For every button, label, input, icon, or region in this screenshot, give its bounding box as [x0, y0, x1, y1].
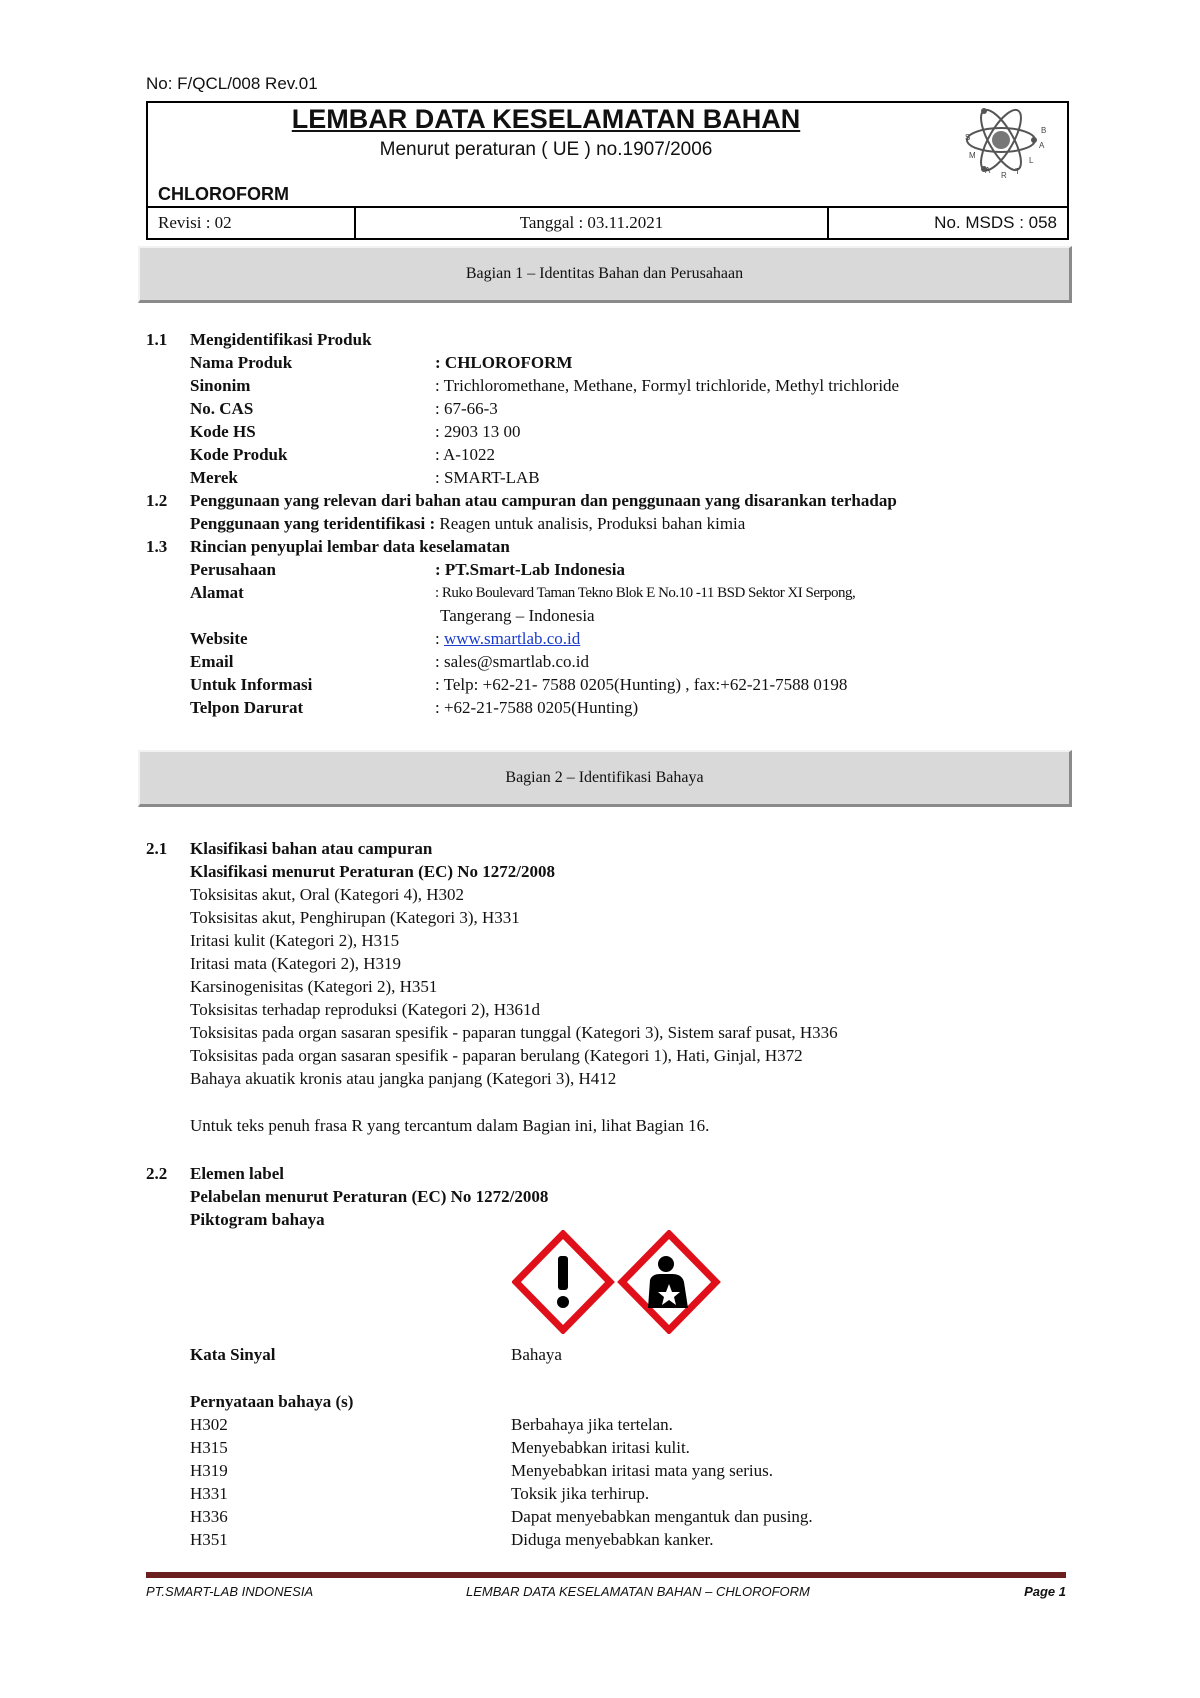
- exclamation-mark-pictogram-icon: [516, 1234, 610, 1330]
- classification-item: Toksisitas pada organ sasaran spesifik - paparan berulang (Kategori 1), Hati, Ginjal, H372: [190, 1046, 803, 1065]
- full-text-note: Untuk teks penuh frasa R yang tercantum dalam Bagian ini, lihat Bagian 16.: [190, 1116, 710, 1135]
- info-label: Untuk Informasi: [190, 675, 313, 694]
- field-value: : 2903 13 00: [435, 422, 521, 441]
- hazard-text: Menyebabkan iritasi mata yang serius.: [511, 1461, 774, 1480]
- pictogram-label: Piktogram bahaya: [190, 1210, 325, 1229]
- footer-rule: [146, 1572, 1066, 1578]
- hazard-text: Toksik jika terhirup.: [511, 1484, 650, 1503]
- hazard-code: H319: [190, 1461, 228, 1480]
- product-name-header: CHLOROFORM: [158, 184, 289, 204]
- section-1-header: Bagian 1 – Identitas Bahan dan Perusahaan: [138, 246, 1072, 303]
- field-label: Kode Produk: [190, 445, 288, 464]
- s12-usage: [190, 513, 745, 535]
- hazard-text: Diduga menyebabkan kanker.: [511, 1530, 714, 1549]
- logo-letter-s: S: [965, 133, 971, 142]
- s12-number: 1.2: [146, 491, 168, 510]
- email-value: : sales@smartlab.co.id: [435, 652, 589, 671]
- logo-letter-m: M: [969, 151, 976, 160]
- s21-title: Klasifikasi bahan atau campuran: [190, 839, 433, 858]
- classification-item: Iritasi mata (Kategori 2), H319: [190, 954, 402, 973]
- field-label: Kode HS: [190, 422, 256, 441]
- company-value: : PT.Smart-Lab Indonesia: [435, 560, 626, 579]
- field-value: : CHLOROFORM: [435, 353, 573, 372]
- email-label: Email: [190, 652, 234, 671]
- website-link[interactable]: www.smartlab.co.id: [443, 629, 581, 648]
- logo-letter-t: T: [1015, 167, 1020, 176]
- document-title: LEMBAR DATA KESELAMATAN BAHAN: [291, 104, 801, 134]
- logo-letter-b: B: [1041, 126, 1047, 135]
- website-prefix: :: [435, 629, 444, 648]
- footer-company: PT.SMART-LAB INDONESIA: [146, 1584, 314, 1599]
- usage-value: Reagen untuk analisis, Produksi bahan kimia: [435, 514, 746, 533]
- logo-letter-l: L: [1029, 156, 1034, 165]
- field-value: : SMART-LAB: [435, 468, 540, 487]
- smartlab-atom-logo: [945, 100, 1057, 194]
- info-value: : Telp: +62-21- 7588 0205(Hunting) , fax:+62-21-7588 0198: [435, 675, 848, 694]
- field-value: : A-1022: [435, 445, 495, 464]
- field-label: Merek: [190, 468, 238, 487]
- document-subtitle: Menurut peraturan ( UE ) no.1907/2006: [379, 139, 713, 160]
- footer-page-number: Page 1: [1024, 1584, 1066, 1599]
- classification-item: Bahaya akuatik kronis atau jangka panjang (Kategori 3), H412: [190, 1069, 617, 1088]
- address-label: Alamat: [190, 583, 244, 602]
- classification-item: Toksisitas akut, Oral (Kategori 4), H302: [190, 885, 465, 904]
- footer-doc-title: LEMBAR DATA KESELAMATAN BAHAN – CHLOROFORM: [466, 1584, 810, 1599]
- field-label: No. CAS: [190, 399, 254, 418]
- s22-title: Elemen label: [190, 1164, 284, 1183]
- msds-number: No. MSDS : 058: [934, 213, 1057, 232]
- logo-letter-r: R: [1001, 171, 1007, 180]
- revision-number: Revisi : 02: [148, 208, 356, 238]
- hazard-code: H331: [190, 1484, 228, 1503]
- field-value: : 67-66-3: [435, 399, 498, 418]
- s12-title: Penggunaan yang relevan dari bahan atau campuran dan penggunaan yang disarankan terhadap: [190, 491, 897, 510]
- hazard-statements-title: Pernyataan bahaya (s): [190, 1392, 354, 1411]
- s22-number: 2.2: [146, 1164, 168, 1183]
- field-label: Sinonim: [190, 376, 251, 395]
- logo-letter-a: A: [985, 166, 991, 175]
- address-value-line2: Tangerang – Indonesia: [440, 606, 595, 625]
- hazard-code: H351: [190, 1530, 228, 1549]
- website-field: [435, 628, 580, 650]
- website-label: Website: [190, 629, 248, 648]
- company-label: Perusahaan: [190, 560, 276, 579]
- s21-number: 2.1: [146, 839, 168, 858]
- signal-word-label: Kata Sinyal: [190, 1345, 276, 1364]
- usage-label: Penggunaan yang teridentifikasi :: [190, 514, 436, 533]
- s21-subtitle: Klasifikasi menurut Peraturan (EC) No 1272/2008: [190, 862, 556, 881]
- hazard-code: H336: [190, 1507, 228, 1526]
- emergency-value: : +62-21-7588 0205(Hunting): [435, 698, 639, 717]
- s13-number: 1.3: [146, 537, 168, 556]
- signal-word-value: Bahaya: [511, 1345, 562, 1364]
- revision-date: Tanggal : 03.11.2021: [356, 208, 829, 238]
- logo-letter-a2: A: [1039, 141, 1045, 150]
- address-value: : Ruko Boulevard Taman Tekno Blok E No.10 -11 BSD Sektor XI Serpong,: [435, 585, 856, 601]
- s11-title: Mengidentifikasi Produk: [190, 330, 372, 349]
- s22-subtitle: Pelabelan menurut Peraturan (EC) No 1272/2008: [190, 1187, 549, 1206]
- field-value: : Trichloromethane, Methane, Formyl trichloride, Methyl trichloride: [435, 376, 900, 395]
- hazard-code: H302: [190, 1415, 228, 1434]
- hazard-text: Berbahaya jika tertelan.: [511, 1415, 673, 1434]
- hazard-text: Dapat menyebabkan mengantuk dan pusing.: [511, 1507, 813, 1526]
- classification-item: Toksisitas terhadap reproduksi (Kategori 2), H361d: [190, 1000, 541, 1019]
- section-2-header: Bagian 2 – Identifikasi Bahaya: [138, 750, 1072, 807]
- classification-item: Toksisitas pada organ sasaran spesifik - paparan tunggal (Kategori 3), Sistem saraf pusat, H336: [190, 1023, 838, 1042]
- emergency-label: Telpon Darurat: [190, 698, 304, 717]
- hazard-code: H315: [190, 1438, 228, 1457]
- field-label: Nama Produk: [190, 353, 293, 372]
- s11-number: 1.1: [146, 330, 168, 349]
- hazard-pictograms: [512, 1230, 722, 1334]
- document-number: No: F/QCL/008 Rev.01: [146, 74, 318, 93]
- s13-title: Rincian penyuplai lembar data keselamatan: [190, 537, 510, 556]
- classification-item: Iritasi kulit (Kategori 2), H315: [190, 931, 400, 950]
- revision-row: [146, 208, 1069, 240]
- classification-item: Karsinogenisitas (Kategori 2), H351: [190, 977, 438, 996]
- hazard-text: Menyebabkan iritasi kulit.: [511, 1438, 690, 1457]
- health-hazard-pictogram-icon: [622, 1234, 716, 1330]
- classification-item: Toksisitas akut, Penghirupan (Kategori 3), H331: [190, 908, 520, 927]
